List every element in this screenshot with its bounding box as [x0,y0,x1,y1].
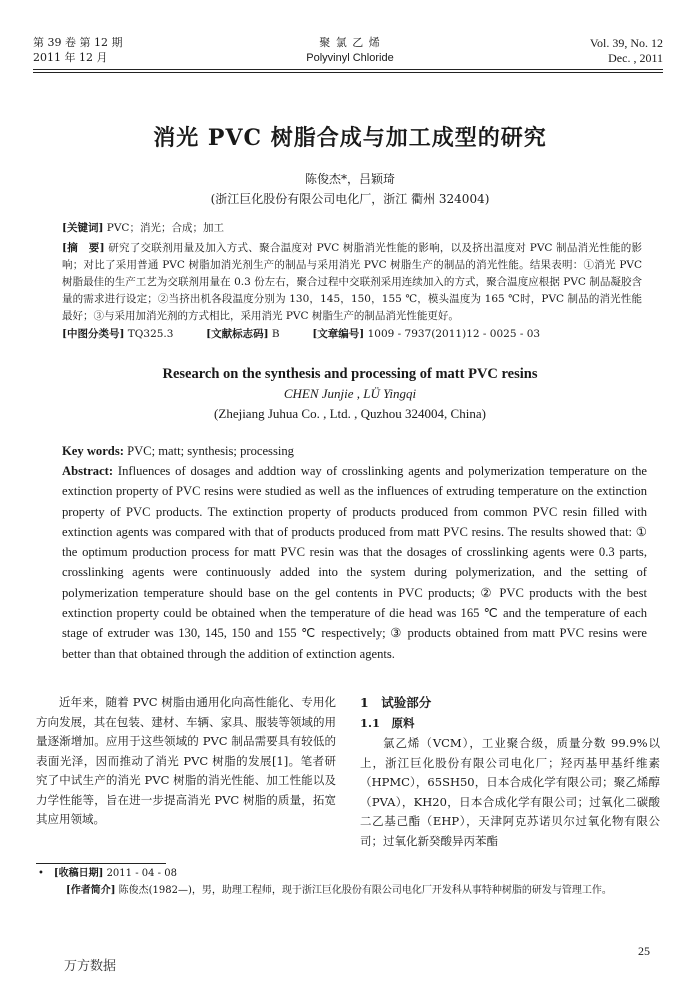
authors-en: CHEN Junjie , LÜ Yingqi [283,386,417,401]
abstract-en-label: Abstract: [62,464,114,478]
section-1-heading: 1 试验部分 [360,695,432,710]
abstract-cn-text: 研究了交联剂用量及加入方式、聚合温度对 PVC 树脂消光性能的影响，以及挤出温度对 PVC 制品消光性能的影响；对比了采用普通 PVC 树脂加消光剂生产的制品与采用消光 PVC 树脂生产的制品的消光性能。结果表明：①消光 PVC 树脂最佳的生产工艺为交联剂用量在 0.3 份左右，聚合过程中交联剂采用连续加入的方式，聚合温度应根据 PVC 制品凝胶含量的需求进行设定；②当挤出机各段温度分别为 130，145，150，155 ℃，模头温度为 165 ℃时，PVC 制品的消光性能最好；③与采用加消光剂的方式相比，采用消光 PVC 树脂生产的制品消光性能更好。 [62,242,643,322]
article-title-en: Research on the synthesis and processing of matt PVC resins [162,366,538,382]
keywords-cn: PVC；消光；合成；加工 [106,222,224,234]
watermark: 万方数据 [64,959,117,974]
header-journal-en: Polyvinyl Chloride [306,52,394,64]
intro-paragraph: 近年来，随着 PVC 树脂由通用化向高性能化、专用化方向发展，其在包装、建材、车辆、家具、服装等领域的用量逐渐增加。应用于这些领域的 PVC 制品需要具有较低的表面光泽，因而推动了消光 PVC 树脂的发展[1]。笔者研究了中试生产的消光 PVC 树脂的消光性能、加工性能以及力学性能等，旨在进一步提高消光 PVC 树脂的质量，拓宽其应用领域。 [36,695,336,826]
affiliation-cn: (浙江巨化股份有限公司电化厂，浙江 衢州 324004) [210,192,490,206]
doc-code-label: [文献标志码] [206,328,269,340]
classification-line [62,326,642,343]
header-vol-en: Vol. 39, No. 12 [589,36,663,50]
header-date-en: Dec. , 2011 [608,51,663,65]
article-no-value: 1009 - 7937(2011)12 - 0025 - 03 [367,328,541,340]
page-number: 25 [638,944,650,958]
keywords-cn-line [62,220,642,237]
doc-code-value: B [271,328,280,340]
keywords-en: PVC; matt; synthesis; processing [127,444,294,458]
keywords-en-line [62,441,647,461]
clc-label: [中图分类号] [62,328,125,340]
affiliation-en: (Zhejiang Juhua Co. , Ltd. , Quzhou 324004, China) [214,406,486,421]
footnote-bullet: • [38,868,54,879]
footnote-rule [36,863,166,864]
footnote-bio [36,882,661,899]
abstract-en [62,461,647,664]
article-no-label: [文章编号] [312,328,365,340]
header-rule [33,69,663,70]
received-value: 2011 - 04 - 08 [106,868,177,879]
footnote-received [38,866,177,882]
header-volume-issue: 第 39 卷 第 12 期 [33,36,123,49]
abstract-cn [62,240,642,325]
abstract-cn-label: [摘 要] [62,242,105,254]
header-journal-cn: 聚 氯 乙 烯 [319,36,381,49]
header-rule-thin [33,72,663,73]
bio-label: [作者简介] [66,885,116,896]
section-1-1-heading: 1.1 原料 [360,716,415,730]
received-label: [收稿日期] [53,868,104,879]
abstract-en-text: Influences of dosages and addtion way of crosslinking agents and polymerization temperature on the extinction property of PVC resins were studied as well as the influences of extruding temperature on the extinction property of PVC products. The extinction property of products produced from common PVC resin filled with extinction agents was compared with that of products produced from matt PVC resins. The results showed that: ① the optimum production process for matt PVC resin was that the dosages of crosslinking agents were 0.3 parts, crosslinking agents were continuously added into the system during polymerization, and the setting of polymerization temperature should base on the gel contents in PVC products; ② PVC products with the best extinction property could be obtained when the temperature of die head was 165 ℃ and the temperature of each stage of extruder was 130, 145, 150 and 155 ℃ respectively; ③ products obtained from matt PVC resins were better than that obtained through the addition of extinction agents. [62,464,647,661]
bio-value: 陈俊杰(1982—)，男，助理工程师，现于浙江巨化股份有限公司电化厂开发科从事特种树脂的研发与管理工作。 [118,885,612,896]
header-date: 2011 年 12 月 [33,51,108,64]
keywords-en-label: Key words: [62,444,124,458]
authors-cn: 陈俊杰*，吕颖琦 [304,172,395,186]
materials-paragraph: 氯乙烯（VCM），工业聚合级，质量分数 99.9%以上，浙江巨化股份有限公司电化厂；羟丙基甲基纤维素（HPMC），65SH50，日本合成化学有限公司；聚乙烯醇（PVA），KH20，日本合成化学有限公司；过氧化二碳酸二乙基己酯（EHP），天津阿克苏诺贝尔过氧化物有限公司；过氧化新癸酸异丙苯酯 [360,736,660,848]
keywords-cn-label: [关键词] [62,222,104,234]
clc-value: TQ325.3 [127,328,174,340]
article-title-cn: 消光 PVC 树脂合成与加工成型的研究 [153,125,547,151]
